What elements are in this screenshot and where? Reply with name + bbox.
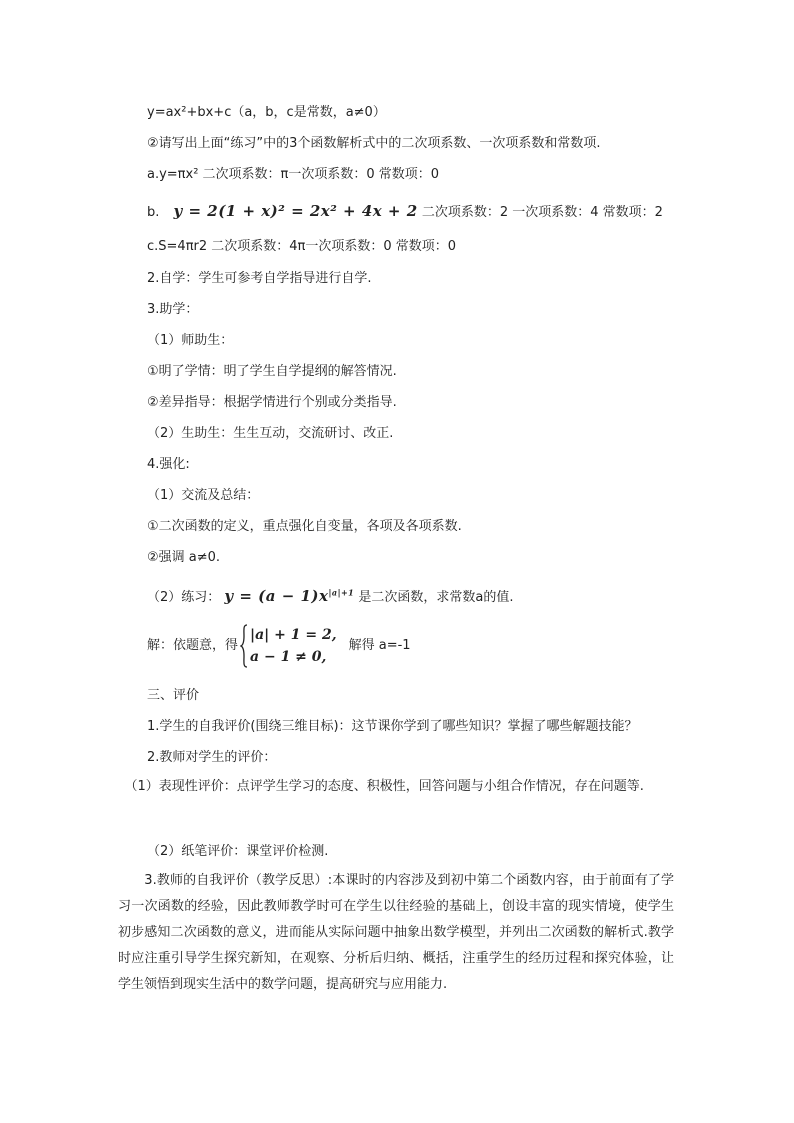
equation-1: |a| + 1 = 2, bbox=[250, 627, 337, 643]
answer-b-coefficients: 二次项系数：2 一次项系数：4 常数项：2 bbox=[421, 205, 663, 220]
summary-line: （1）交流及总结： bbox=[147, 488, 260, 503]
equation-system bbox=[240, 624, 337, 668]
practice-line bbox=[147, 585, 514, 609]
evaluation-heading: 三、评价 bbox=[147, 688, 200, 703]
solution-label: 解：依题意，得 bbox=[147, 638, 239, 653]
reinforce-heading: 4.强化: bbox=[147, 457, 190, 472]
performance-evaluation-paragraph: （1）表现性评价：点评学生学习的态度、积极性，回答问题与小组合作情况，存在问题等. bbox=[118, 779, 644, 794]
answer-a-line: a.y=πx² 二次项系数：π一次项系数：0 常数项：0 bbox=[147, 167, 440, 182]
left-brace-icon bbox=[240, 624, 248, 668]
answer-b-label: b. bbox=[147, 205, 160, 220]
answer-b-line bbox=[147, 200, 663, 224]
peer-help-line: （2）生助生：生生互动，交流研讨、改正. bbox=[147, 426, 394, 441]
practice-question: 是二次函数，求常数a的值. bbox=[358, 590, 514, 605]
answer-c-line: c.S=4πr2 二次项系数：4π一次项系数：0 常数项：0 bbox=[147, 239, 457, 254]
teacher-reflection-paragraph: 3.教师的自我评价（教学反思）:本课时的内容涉及到初中第二个函数内容，由于前面有了学习一次函数的经验，因此教师教学时可在学生以往经验的基础上，创设丰富的现实情境，使学生初步感知二次函数的意义，进而能从实际问题中抽象出数学模型，并列出二次函数的解析式.教学时应注重引导学生探究新知，在观察、分析后归纳、概括，注重学生的经历过程和探究体验，让学生领悟到现实生活中的数学问题，提高研究与应用能力. bbox=[118, 873, 674, 992]
equation-2: a − 1 ≠ 0, bbox=[250, 649, 327, 665]
practice-formula: y = (a − 1)x bbox=[224, 587, 329, 605]
emphasis-line: ②强调 a≠0. bbox=[147, 550, 221, 565]
definition-line: ①二次函数的定义，重点强化自变量，各项及各项系数. bbox=[147, 519, 462, 534]
teacher-evaluation-heading: 2.教师对学生的评价： bbox=[147, 750, 277, 765]
assist-heading: 3.助学： bbox=[147, 302, 199, 317]
practice-exponent: |a|+1 bbox=[328, 587, 355, 598]
answer-b-formula: y = 2(1 + x)² = 2x² + 4x + 2 bbox=[173, 202, 418, 220]
exercise-question-line: ②请写出上面“练习”中的3个函数解析式中的二次项系数、一次项系数和常数项. bbox=[147, 136, 601, 151]
differentiated-guidance-line: ②差异指导：根据学情进行个别或分类指导. bbox=[147, 395, 397, 410]
teacher-help-line: （1）师助生： bbox=[147, 333, 234, 348]
solution-line bbox=[147, 624, 411, 670]
practice-label: （2）练习： bbox=[147, 590, 221, 605]
understand-situation-line: ①明了学情：明了学生自学提纲的解答情况. bbox=[147, 364, 397, 379]
student-self-evaluation: 1.学生的自我评价(围绕三维目标)：这节课你学到了哪些知识？掌握了哪些解题技能？ bbox=[147, 719, 638, 734]
solution-result: 解得 a=-1 bbox=[348, 638, 411, 653]
written-evaluation-line: （2）纸笔评价：课堂评价检测. bbox=[147, 844, 329, 859]
self-study-line: 2.自学：学生可参考自学指导进行自学. bbox=[147, 271, 372, 286]
general-form-line: y=ax²+bx+c（a，b，c是常数，a≠0） bbox=[147, 105, 386, 120]
